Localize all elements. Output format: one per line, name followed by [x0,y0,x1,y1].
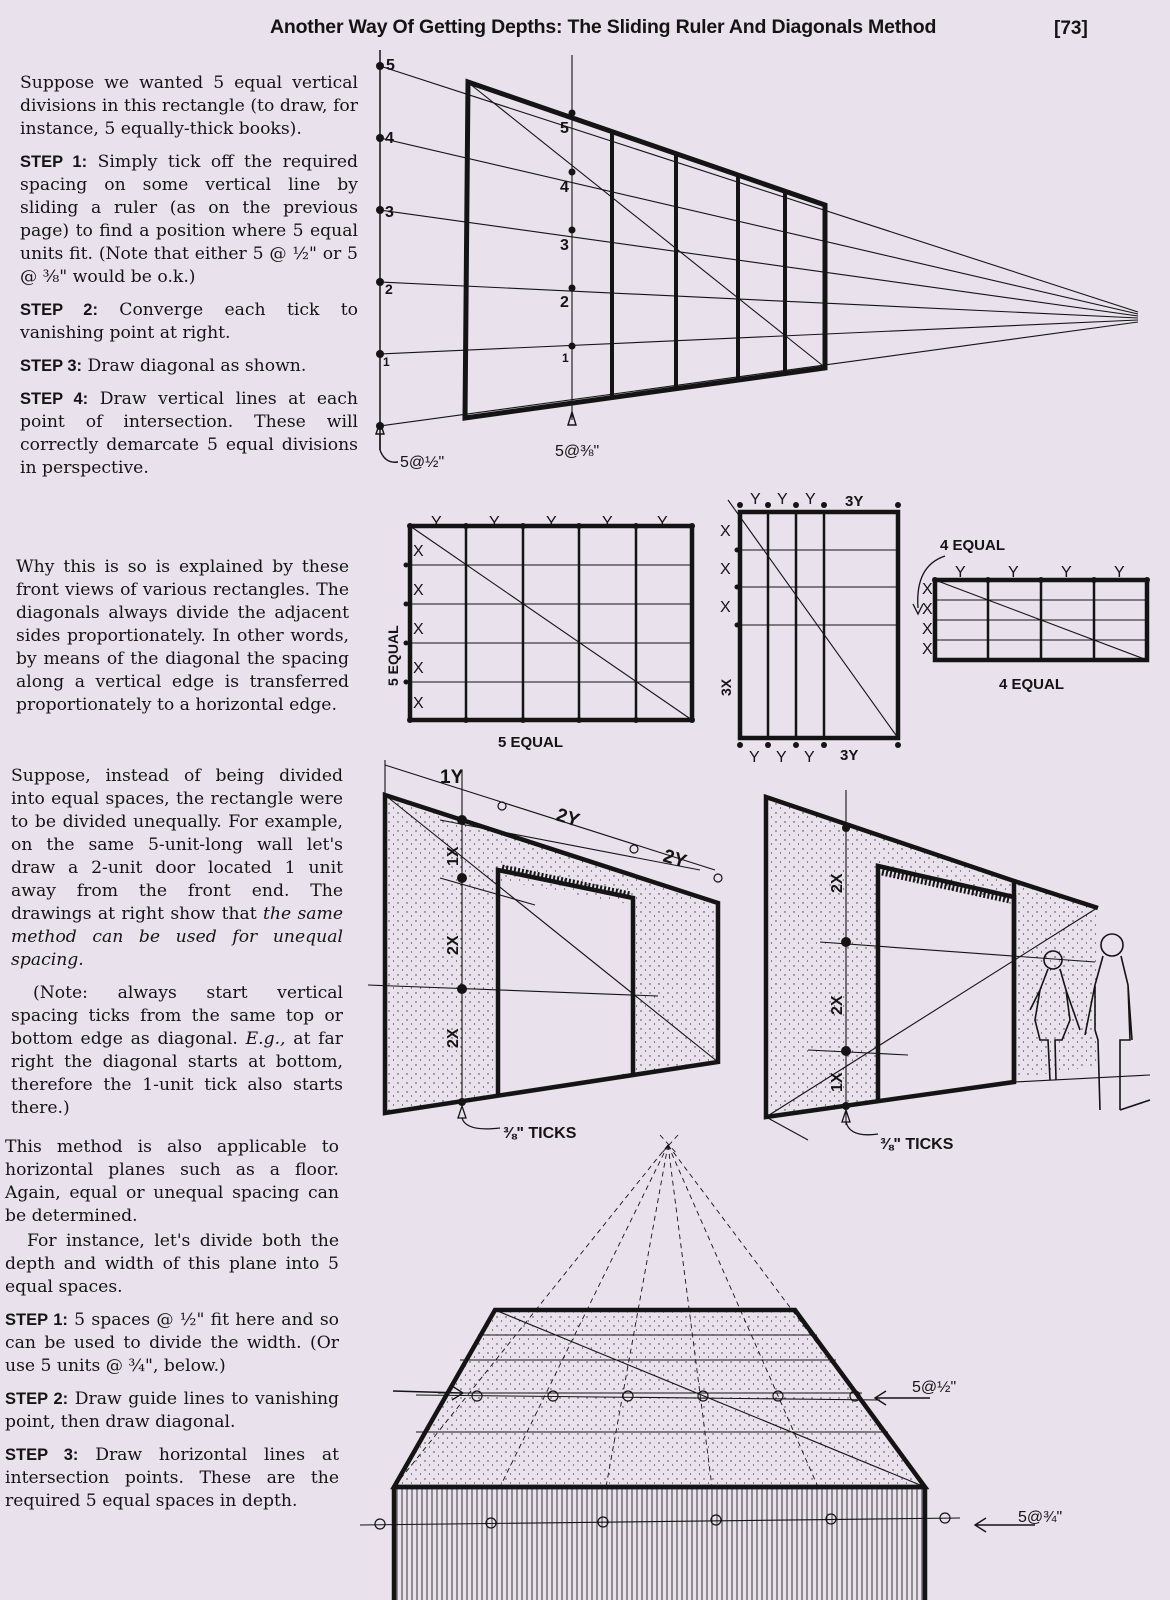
floor-paragraph: This method is also applicable to horizontal planes such as a floor. Again, equal or unequal spacing can be determined. [5,1137,339,1226]
step-text: Draw horizontal lines at intersection points. These are the required 5 equal spaces in depth. [5,1445,339,1511]
y-label: Y [955,564,966,581]
y-label: Y [489,514,500,531]
y-label: Y [805,491,816,508]
step-text: Draw diagonal as shown. [87,356,307,376]
span-label: 3Y [840,747,859,764]
ticks-label: ⅜" TICKS [503,1125,577,1142]
y-label: Y [804,749,815,766]
spacing-label: 5@½" [912,1379,957,1396]
span-label: 2X [829,873,846,893]
step-label: STEP 2: [20,301,98,319]
y-label: Y [1114,564,1125,581]
para-text: Suppose, instead of being divided into equal spaces, the rectangle were to be divided unequally. For example, on the same 5-unit-long wall let's draw a 2-unit door located 1 unit away from the front end. The drawings at right show that [11,766,343,924]
side-label: 3X [718,678,734,696]
y-label: Y [749,749,760,766]
figure-wall-door-right [766,790,1150,1140]
span-label: 2X [445,935,462,955]
para-emphasis: E.g., [245,1029,286,1049]
step-label: STEP 2: [5,1390,69,1408]
step-text: Draw guide lines to vanishing point, then draw diagonal. [5,1389,340,1432]
span-label: 3Y [845,493,864,510]
bottom-label: 4 EQUAL [999,676,1065,693]
span-label: 2Y [553,804,582,832]
y-label: Y [776,749,787,766]
x-label: X [720,561,731,578]
x-label: X [413,660,424,677]
span-label: 2X [445,1028,462,1048]
y-label: Y [750,491,761,508]
y-label: Y [1008,564,1019,581]
tick-label: 2 [560,294,569,311]
x-label: X [720,599,731,616]
y-label: Y [602,514,613,531]
x-label: X [922,601,933,618]
x-label: X [922,581,933,598]
figure-wall-door-left [368,760,722,1129]
bottom-label: 5 EQUAL [498,734,564,751]
step-text: 5 spaces @ ½" fit here and so can be used to divide the width. (Or use 5 units @ ¾", below.) [5,1310,339,1376]
explanation-paragraph: Why this is so is explained by these front views of various rectangles. The diagonals always divide the adjacent sides proportionately. In other words, by means of the diagonal the spacing along a vertical edge is transferred proportionately to a horizontal edge. [16,557,349,715]
page-title: Another Way Of Getting Depths: The Sliding Ruler And Diagonals Method [270,16,937,38]
tick-label: 3 [560,237,569,254]
x-label: X [413,543,424,560]
step-label: STEP 1: [20,153,88,171]
top-label: 4 EQUAL [940,537,1006,554]
span-label: 2X [829,995,846,1015]
step-label: STEP 4: [20,390,89,408]
span-label: 1X [829,1072,846,1092]
step-label: STEP 3: [5,1446,79,1464]
span-label: 2Y [660,845,689,873]
tick-label: 1 [383,355,390,369]
step-text: Draw vertical lines at each point of intersection. These will correctly demarcate 5 equal divisions in perspective. [20,389,358,478]
y-label: Y [431,514,442,531]
tick-label: 5 [560,120,569,137]
page-number: [73] [1054,18,1088,39]
step-label: STEP 3: [20,357,83,375]
spacing-label: 5@¾" [1018,1509,1063,1526]
x-label: X [413,695,424,712]
tick-label: 2 [385,281,393,297]
span-label: 1X [445,846,462,866]
y-label: Y [777,491,788,508]
figure-perspective-books [376,50,1138,462]
y-label: Y [657,514,668,531]
figure-front-view-tall [728,500,901,748]
para-emphasis: the same method can be used for unequal spacing. [11,904,344,970]
x-label: X [413,582,424,599]
tick-label: 5 [386,57,395,74]
y-label: Y [546,514,557,531]
para-text: at far right the diagonal starts at bottom, therefore the 1-unit tick also starts there.) [11,1029,343,1118]
tick-label: 1 [562,351,569,365]
spacing-label: 5@½" [400,454,445,471]
spacing-label: 5@⅜" [555,443,600,460]
step-label: STEP 1: [5,1311,68,1329]
tick-label: 3 [385,204,394,221]
para-text: (Note: always start vertical spacing ticks from the same top or bottom edge as diagonal. [11,983,343,1049]
step-text: Simply tick off the required spacing on some vertical line by sliding a ruler (as on the previous page) to find a position where 5 equal units fit. (Note that either 5 @ ½" or 5 @ ⅜" would be o.k.) [20,152,358,287]
x-label: X [720,523,731,540]
tick-label: 4 [560,179,569,196]
y-label: Y [1061,564,1072,581]
x-label: X [413,621,424,638]
figure-front-view-5-equal [404,523,696,723]
side-label: 5 EQUAL [385,625,401,686]
x-label: X [922,621,933,638]
span-label: 1Y [440,767,464,788]
ticks-label: ⅜" TICKS [880,1136,954,1153]
x-label: X [922,641,933,658]
intro-paragraph: Suppose we wanted 5 equal vertical divisions in this rectangle (to draw, for instance, 5 equally-thick books). [20,73,358,139]
floor-paragraph: For instance, let's divide both the depth and width of this plane into 5 equal spaces. [5,1231,339,1297]
step-text: Converge each tick to vanishing point at right. [20,300,358,343]
tick-label: 4 [385,130,394,147]
figure-floor-plane [360,1135,1035,1600]
